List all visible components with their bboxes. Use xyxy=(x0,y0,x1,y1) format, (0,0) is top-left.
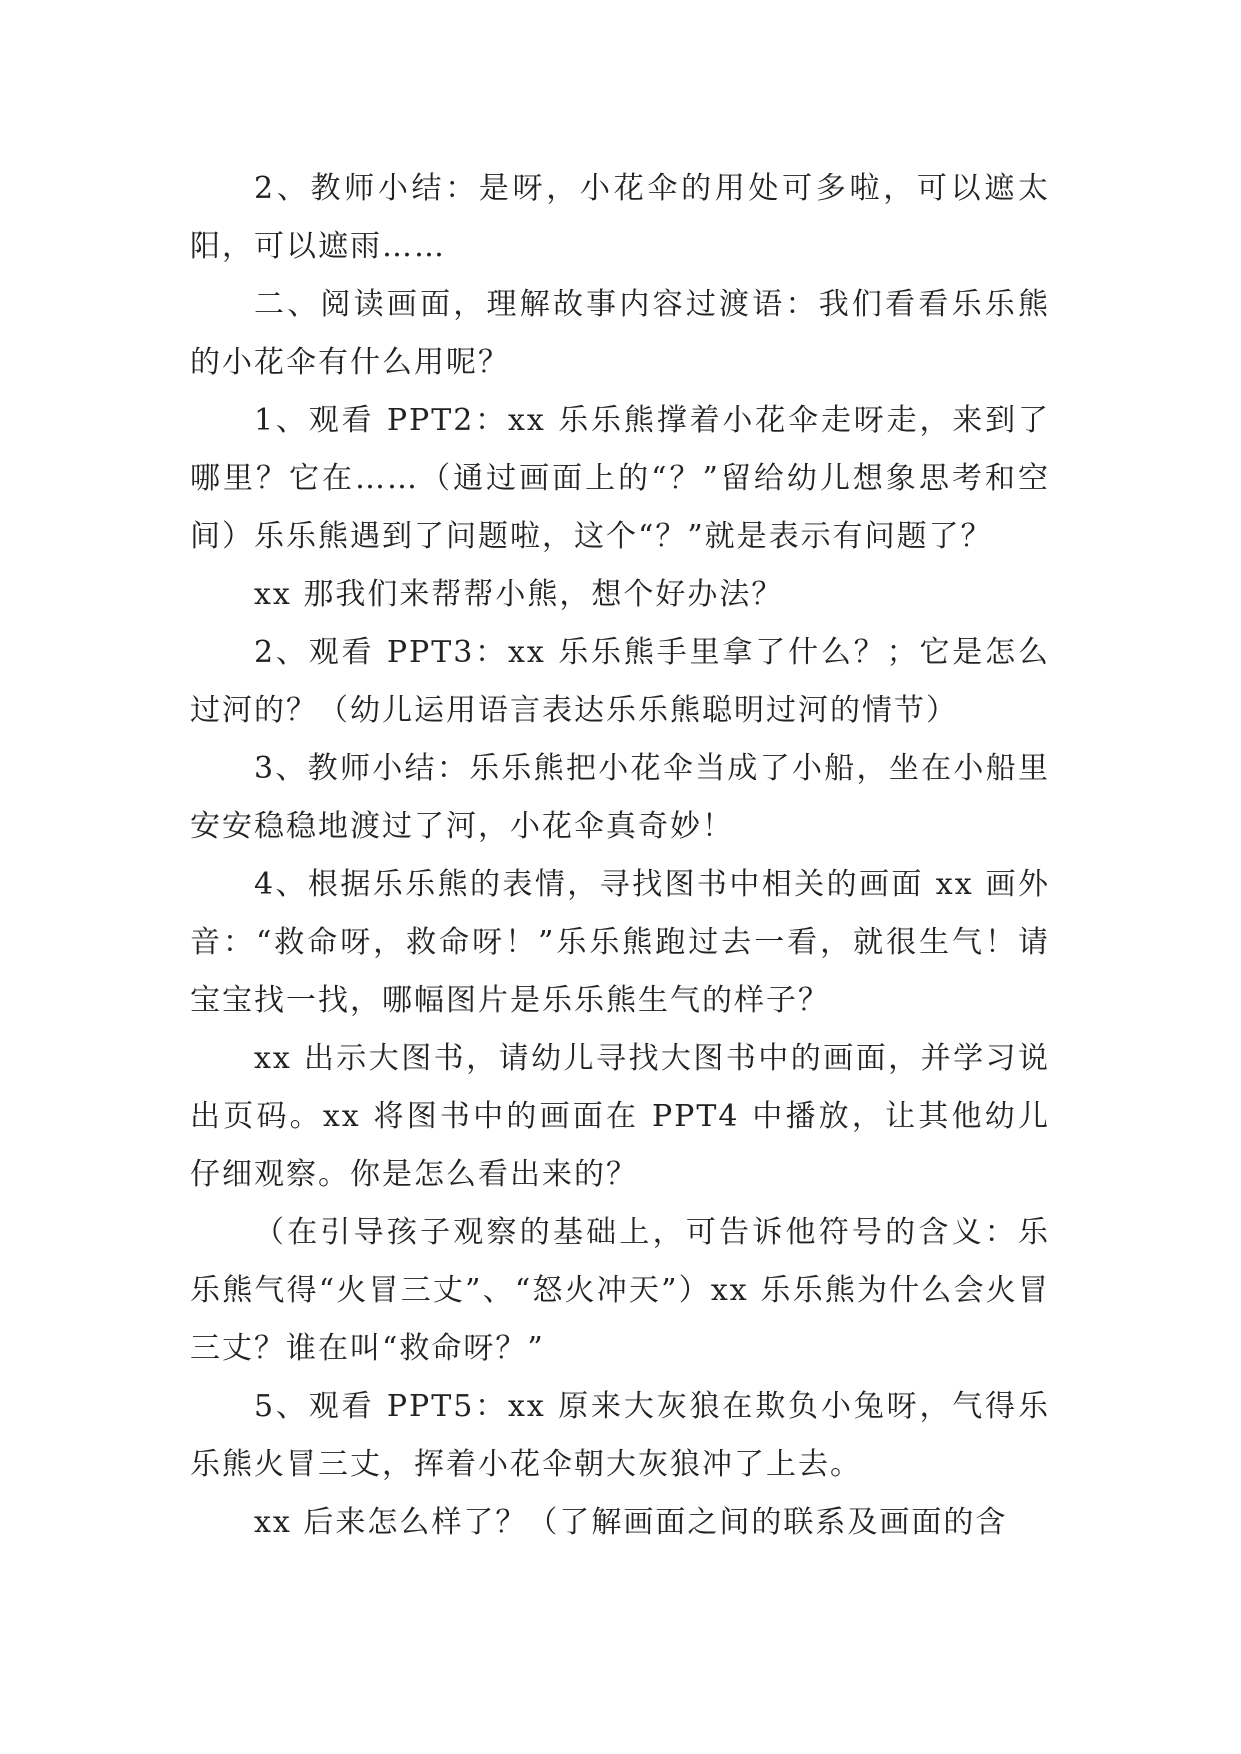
paragraph-watch-ppt2: 1、观看 PPT2：xx 乐乐熊撑着小花伞走呀走，来到了哪里？它在……（通过画面上的“？”留给幼儿想象思考和空间）乐乐熊遇到了问题啦，这个“？”就是表示有问题了？ xyxy=(190,403,1050,554)
paragraph-symbol-meaning: （在引导孩子观察的基础上，可告诉他符号的含义：乐乐熊气得“火冒三丈”、“怒火冲天”）xx 乐乐熊为什么会火冒三丈？谁在叫“救命呀？” xyxy=(190,1215,1050,1366)
paragraph-watch-ppt5: 5、观看 PPT5：xx 原来大灰狼在欺负小兔呀，气得乐乐熊火冒三丈，挥着小花伞朝大灰狼冲了上去。 xyxy=(190,1389,1050,1482)
paragraph-find-expression: 4、根据乐乐熊的表情，寻找图书中相关的画面 xx 画外音：“救命呀，救命呀！”乐乐熊跑过去一看，就很生气！请宝宝找一找，哪幅图片是乐乐熊生气的样子？ xyxy=(190,867,1050,1018)
paragraph-section-reading-pictures: 二、阅读画面，理解故事内容过渡语：我们看看乐乐熊的小花伞有什么用呢？ xyxy=(190,287,1050,380)
body-text xyxy=(190,160,1050,1552)
paragraph-summary-umbrella-uses: 2、教师小结：是呀，小花伞的用处可多啦，可以遮太阳，可以遮雨…… xyxy=(190,171,1050,264)
paragraph-watch-ppt3: 2、观看 PPT3：xx 乐乐熊手里拿了什么？；它是怎么过河的？（幼儿运用语言表达乐乐熊聪明过河的情节） xyxy=(190,635,1050,728)
paragraph-teacher-summary-boat: 3、教师小结：乐乐熊把小花伞当成了小船，坐在小船里安安稳稳地渡过了河，小花伞真奇妙！ xyxy=(190,751,1050,844)
paragraph-show-big-book: xx 出示大图书，请幼儿寻找大图书中的画面，并学习说出页码。xx 将图书中的画面在 PPT4 中播放，让其他幼儿仔细观察。你是怎么看出来的？ xyxy=(190,1041,1050,1192)
paragraph-help-bear: xx 那我们来帮帮小熊，想个好办法？ xyxy=(254,577,784,612)
paragraph-what-happened-next: xx 后来怎么样了？（了解画面之间的联系及画面的含 xyxy=(254,1505,1008,1540)
